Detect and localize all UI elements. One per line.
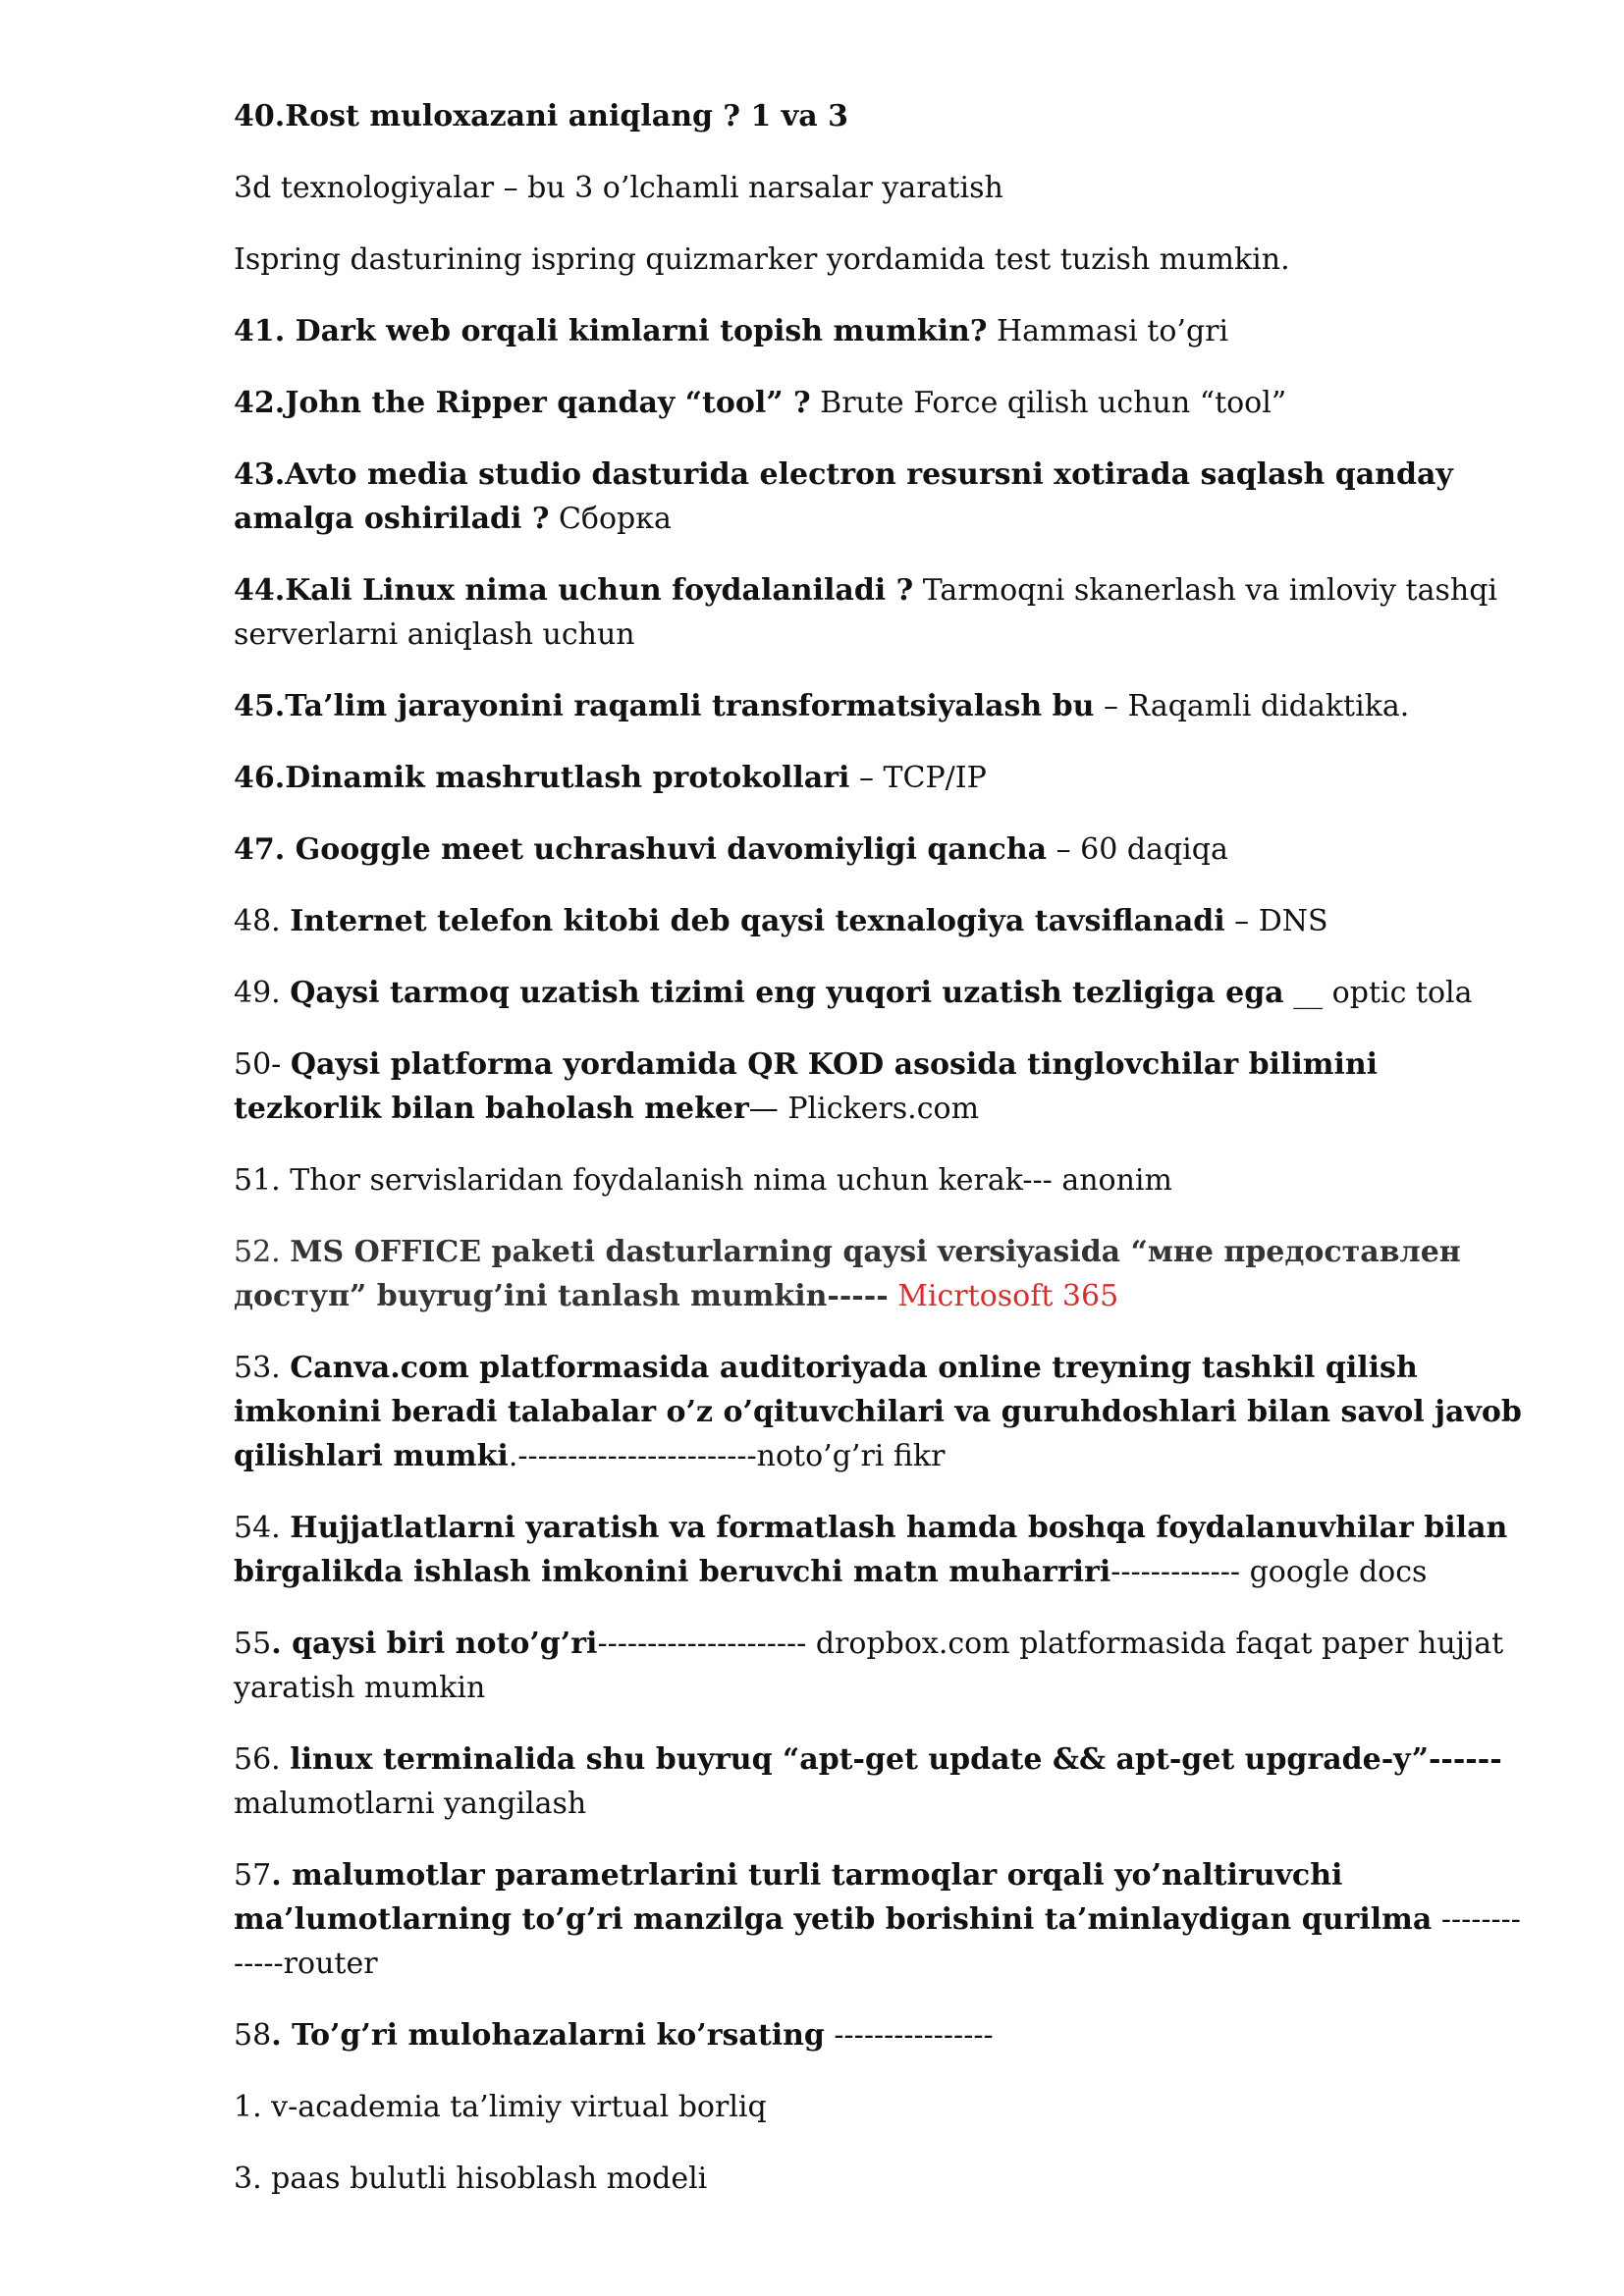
answer-text: Tarmoqni skanerlash va imloviy tashqi serverlarni aniqlash uchun <box>234 573 1497 652</box>
question-54 <box>234 1506 1530 1594</box>
question-number: 52. <box>234 1235 291 1269</box>
answer-text: .------------------------noto’g’ri fikr <box>508 1439 946 1473</box>
question-51 <box>234 1158 1530 1202</box>
question-55 <box>234 1622 1530 1710</box>
question-text: 47. Googgle meet uchrashuvi davomiyligi qancha <box>234 832 1048 867</box>
answer-text: Brute Force qilish uchun “tool” <box>810 386 1287 420</box>
answer-option-text: 3. paas bulutli hisoblash modeli <box>234 2162 708 2196</box>
answer-text: — Plickers.com <box>748 1092 980 1126</box>
question-text: 45.Ta’lim jarayonini raqamli transformatsiyalash bu <box>234 689 1095 723</box>
question-text: 42.John the Ripper qanday “tool” ? <box>234 386 811 420</box>
question-47 <box>234 828 1530 872</box>
question-49 <box>234 971 1530 1015</box>
question-number: 56. <box>234 1742 291 1777</box>
question-number: 55 <box>234 1627 272 1661</box>
answer-text: Micrtosoft 365 <box>888 1279 1119 1313</box>
question-50 <box>234 1042 1530 1131</box>
question-text: 40.Rost muloxazani aniqlang ? 1 va 3 <box>234 99 848 133</box>
question-57 <box>234 1853 1530 1986</box>
answer-text: Ispring dasturining ispring quizmarker yordamida test tuzish mumkin. <box>234 242 1290 277</box>
answer-line <box>234 166 1530 210</box>
question-52 <box>234 1230 1530 1318</box>
question-number: 50- <box>234 1047 291 1082</box>
question-text: Qaysi tarmoq uzatish tizimi eng yuqori uzatish tezligiga ega <box>290 976 1284 1010</box>
question-text: Canva.com platformasida auditoriyada online treyning tashkil qilish imkonini beradi talabalar o’z o’qituvchilari va guruhdoshlari bilan savol javob qilishlari mumki <box>234 1351 1522 1473</box>
answer-option <box>234 2157 1530 2201</box>
question-text: MS OFFICE paketi dasturlarning qaysi versiyasida “мне предоставлен доступ” buyrug’ini tanlash mumkin----- <box>234 1235 1461 1313</box>
question-46 <box>234 756 1530 800</box>
answer-text: Hammasi to’gri <box>987 314 1229 348</box>
answer-text: -------------router <box>234 1902 1521 1981</box>
question-48 <box>234 899 1530 943</box>
question-number: 54. <box>234 1511 291 1545</box>
question-44 <box>234 568 1530 657</box>
question-text: . malumotlar parametrlarini turli tarmoqlar orqali yo’naltiruvchi ma’lumotlarning to’g’ri manzilga yetib borishini ta’minlaydigan qurilma <box>234 1858 1433 1937</box>
question-text: 43.Avto media studio dasturida electron resursni xotirada saqlash qanday amalga oshiriladi ? <box>234 457 1453 536</box>
question-text: Qaysi platforma yordamida QR KOD asosida tinglovchilar bilimini tezkorlik bilan baholash meker <box>234 1047 1379 1126</box>
question-53 <box>234 1346 1530 1478</box>
question-text: Hujjatlatlarni yaratish va formatlash hamda boshqa foydalanuvhilar bilan birgalikda ishlash imkonini beruvchi matn muharriri <box>234 1511 1508 1589</box>
question-number: 48. <box>234 904 291 938</box>
answer-option <box>234 2085 1530 2129</box>
question-number: 53. <box>234 1351 291 1385</box>
question-58 <box>234 2013 1530 2057</box>
answer-text: – 60 daqiqa <box>1047 832 1228 867</box>
question-42 <box>234 381 1530 425</box>
question-text: 44.Kali Linux nima uchun foydalaniladi ? <box>234 573 914 608</box>
question-text: 41. Dark web orqali kimlarni topish mumkin? <box>234 314 988 348</box>
answer-text: __ optic tola <box>1283 976 1473 1010</box>
question-text: linux terminalida shu buyruq “apt-get update && apt-get upgrade-y”------ <box>290 1742 1502 1777</box>
answer-text: 3d texnologiyalar – bu 3 o’lchamli narsalar yaratish <box>234 171 1003 205</box>
answer-text: ------------- google docs <box>1110 1555 1428 1589</box>
question-text: Internet telefon kitobi deb qaysi texnalogiya tavsiflanadi <box>290 904 1225 938</box>
question-text: . qaysi biri noto’g’ri <box>271 1627 598 1661</box>
question-text: . To’g’ri mulohazalarni ko’rsating <box>271 2018 825 2053</box>
question-45 <box>234 684 1530 728</box>
question-text: 51. Thor servislaridan foydalanish nima uchun kerak--- anonim <box>234 1163 1172 1198</box>
answer-text: – TCP/IP <box>849 761 987 795</box>
answer-line <box>234 238 1530 282</box>
answer-text: malumotlarni yangilash <box>234 1787 587 1821</box>
question-41 <box>234 309 1530 353</box>
question-56 <box>234 1737 1530 1826</box>
answer-text: --------------------- dropbox.com platformasida faqat paper hujjat yaratish mumkin <box>234 1627 1504 1705</box>
question-43 <box>234 453 1530 541</box>
document-content <box>234 94 1530 2228</box>
answer-text: – Raqamli didaktika. <box>1094 689 1410 723</box>
answer-text: – DNS <box>1224 904 1328 938</box>
answer-option-text: 1. v-academia ta’limiy virtual borliq <box>234 2090 767 2124</box>
question-40 <box>234 94 1530 138</box>
question-number: 58 <box>234 2018 272 2053</box>
answer-text: Сборка <box>549 502 672 536</box>
question-text: 46.Dinamik mashrutlash protokollari <box>234 761 850 795</box>
answer-text: ---------------- <box>824 2018 994 2053</box>
question-number: 49. <box>234 976 291 1010</box>
question-number: 57 <box>234 1858 272 1893</box>
